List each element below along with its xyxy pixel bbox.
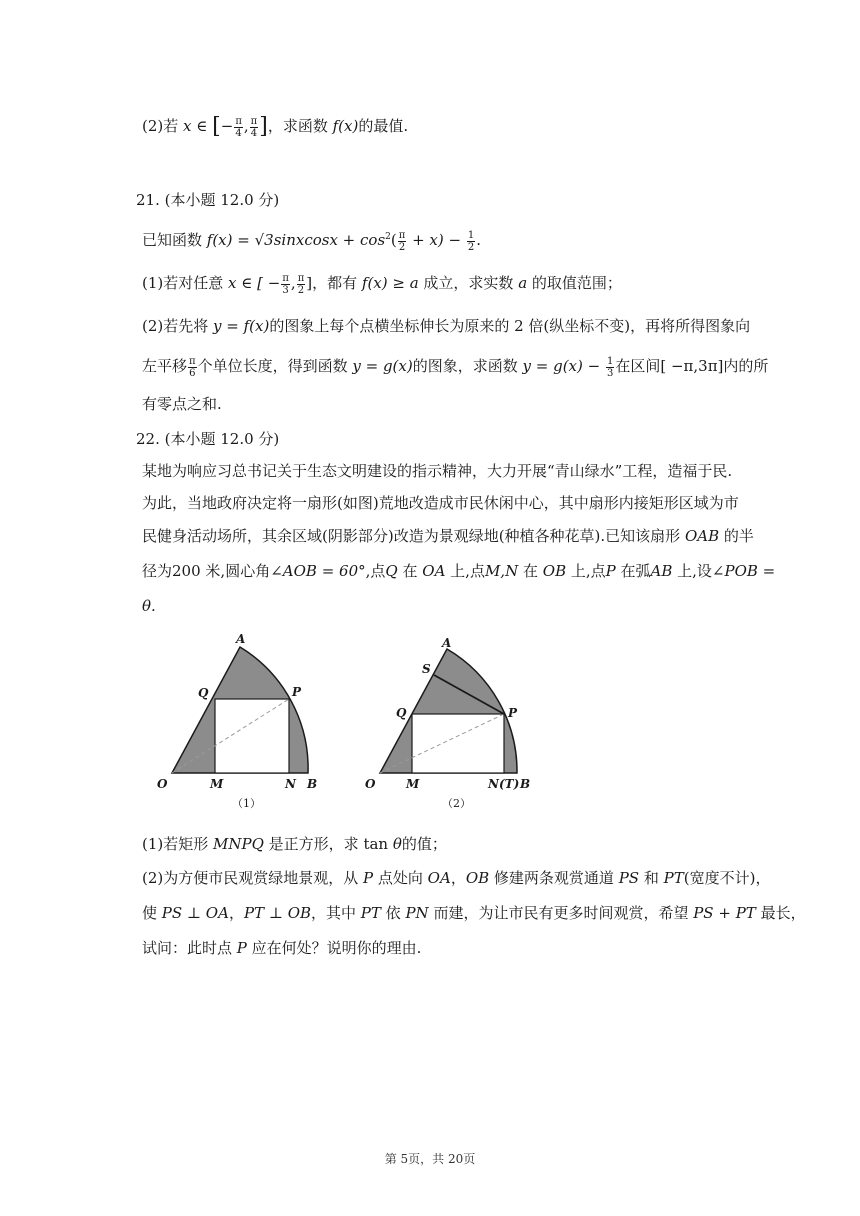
q22-part-2-line1: (2)为方便市民观赏绿地景观，从 P 点处向 OA，OB 修建两条观赏通道 PS 和 PT(宽度不计)， xyxy=(142,869,771,887)
label-a: A xyxy=(442,636,452,650)
q22-para-line3: 民健身活动场所，其余区域(阴影部分)改造为景观绿地(种植各种花草).已知该扇形 OAB 的半 xyxy=(142,527,754,545)
q22-para-line2: 为此，当地政府决定将一扇形(如图)荒地改造成市民休闲中心，其中扇形内接矩形区域为市 xyxy=(142,494,739,512)
fraction: $\frac{\pi}{4}$ xyxy=(235,115,242,139)
label-o: O xyxy=(157,777,168,791)
q22-para-line5: θ. xyxy=(142,597,156,615)
rectangle-mnpq xyxy=(215,699,289,773)
label-n-t: N(T) xyxy=(488,777,520,791)
label-n: N xyxy=(285,777,296,791)
figure-2 xyxy=(360,625,550,815)
label-o: O xyxy=(365,777,376,791)
label-m: M xyxy=(210,777,224,791)
prev-part-2: (2)若 x ∈ [− $\frac{\pi}{4}$ , $\frac{\pi}{4}$ ]，求函数 f(x)的最值. xyxy=(142,114,409,139)
fraction: $\frac{\pi}{2}$ xyxy=(297,272,305,296)
q22-para-line1: 某地为响应习总书记关于生态文明建设的指示精神，大力开展“青山绿水”工程，造福于民. xyxy=(142,462,733,480)
q21-part-2-line1: (2)若先将 y = f(x)的图象上每个点横坐标伸长为原来的 2 倍(纵坐标不变)，再将所得图象向 xyxy=(142,317,751,335)
label-q: Q xyxy=(396,706,407,720)
q22-part-2-line3: 试问：此时点 P 应在何处？说明你的理由. xyxy=(142,939,422,957)
figure-1-caption: （1） xyxy=(232,797,261,810)
label-a: A xyxy=(236,632,246,646)
q21-title: 21. (本小题 12.0 分) xyxy=(136,191,280,209)
label-b: B xyxy=(307,777,318,791)
label-b: B xyxy=(520,777,531,791)
q21-part-1: (1)若对任意 x ∈ [ − $\frac{\pi}{3}$ , $\frac{\pi}{2}$ ]，都有 f(x) ≥ a 成立，求实数 a 的取值范围； xyxy=(142,272,622,296)
q21-part-2-line2: 左平移 $\frac{\pi}{6}$ 个单位长度，得到函数 y = g(x)的图象，求函数 y = g(x) − $\frac{1}{3}$ 在区间[ −π,3π]内的所 xyxy=(142,355,769,379)
fraction: $\frac{\pi}{6}$ xyxy=(189,355,196,379)
q21-part-2-line3: 有零点之和. xyxy=(142,395,222,413)
fraction: $\frac{1}{2}$ xyxy=(467,229,475,253)
q22-part-2-line2: 使 PS ⊥ OA，PT ⊥ OB，其中 PT 依 PN 而建，为让市民有更多时间观赏，希望 PS + PT 最长， xyxy=(142,904,806,922)
q22-part-1: (1)若矩形 MNPQ 是正方形，求 tan θ的值； xyxy=(142,835,447,853)
label-p: P xyxy=(508,706,518,720)
fraction: $\frac{\pi}{3}$ xyxy=(282,272,289,296)
q22-para-line4: 径为200 米,圆心角∠AOB = 60°,点Q 在 OA 上,点M,N 在 OB 上,点P 在弧AB 上,设∠POB = xyxy=(142,562,776,580)
q22-title: 22. (本小题 12.0 分) xyxy=(136,430,280,448)
figure-1 xyxy=(152,625,342,815)
label-q: Q xyxy=(198,686,209,700)
label-s: S xyxy=(422,662,431,676)
fraction: $\frac{\pi}{2}$ xyxy=(398,229,406,253)
label-p: P xyxy=(292,685,302,699)
page-footer: 第 5页，共 20页 xyxy=(384,1152,476,1166)
rectangle-mnpq xyxy=(412,714,504,773)
fraction: $\frac{\pi}{4}$ xyxy=(250,115,258,139)
q21-given: 已知函数 f(x) = √3sinxcosx + $\cos^2$( $\frac{\pi}{2}$ + x) − $\frac{1}{2}$ . xyxy=(142,229,481,253)
fraction: $\frac{1}{3}$ xyxy=(606,355,614,379)
label-m: M xyxy=(406,777,420,791)
figure-2-caption: （2） xyxy=(442,797,471,810)
